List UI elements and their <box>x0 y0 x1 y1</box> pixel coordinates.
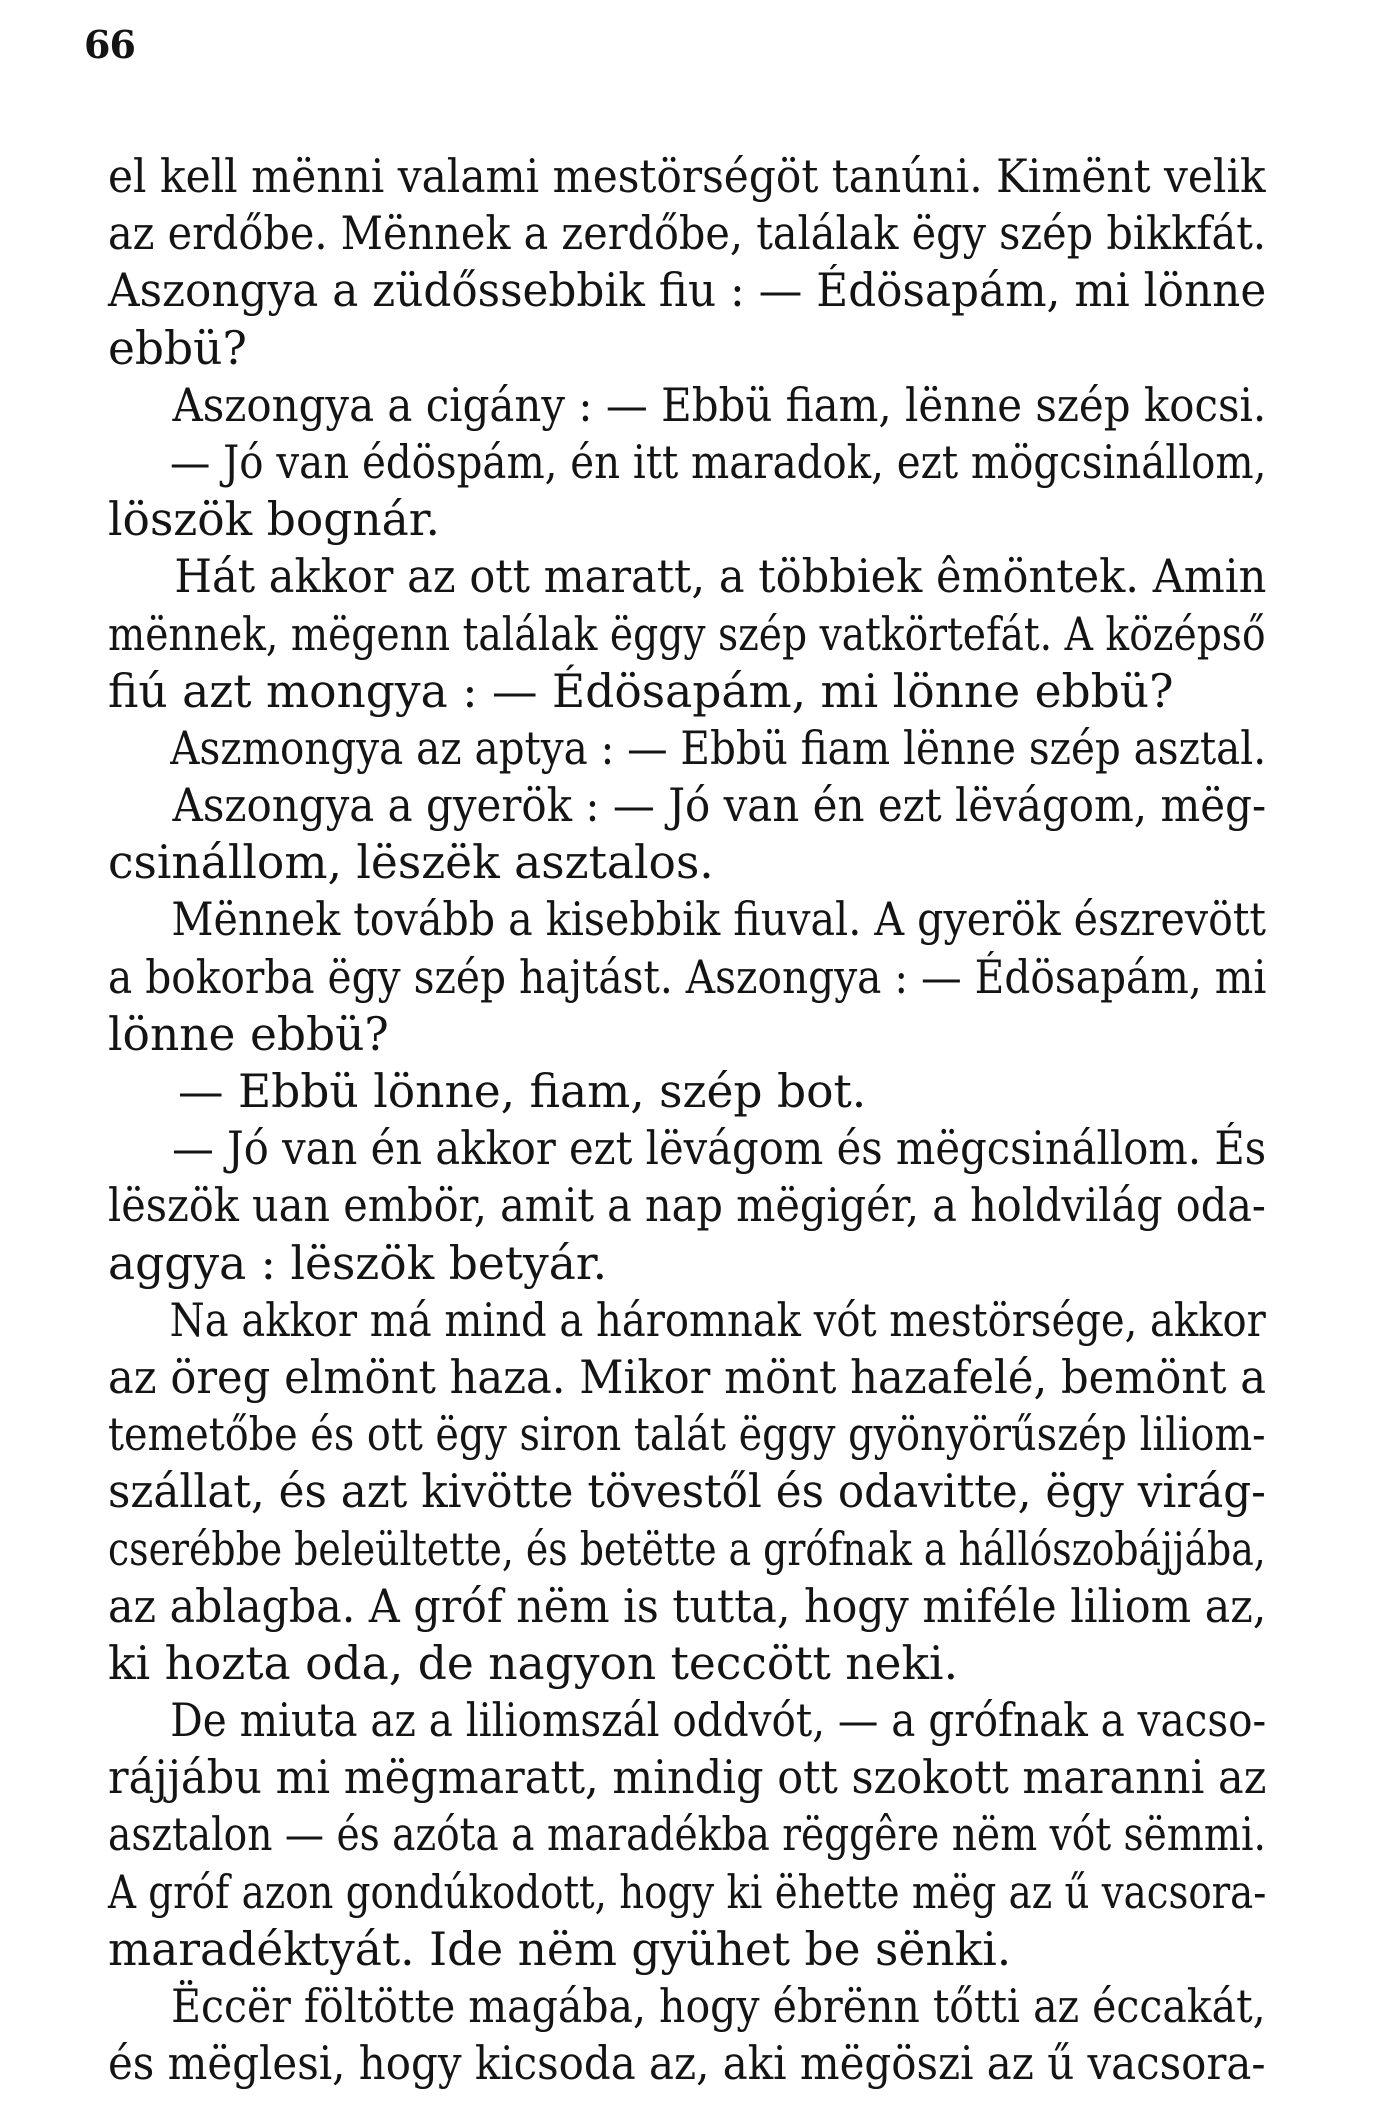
text-line: Aszongya a cigány : — Ebbü fiam, lënne szép kocsi. <box>172 378 1267 432</box>
text-line: lönne ebbü? <box>108 1007 389 1061</box>
text-line: az öreg elmönt haza. Mikor mönt hazafelé, bemönt a <box>108 1350 1267 1404</box>
body-text <box>108 148 1268 2092</box>
text-line: cserébbe beleültette, és betëtte a grófnak a hállószobájjába, <box>108 1522 1266 1576</box>
text-line: — Ebbü lönne, fiam, szép bot. <box>178 1065 867 1118</box>
text-line: maradéktyát. Ide nëm gyühet be sënki. <box>108 1922 1012 1976</box>
text-line: Aszongya a gyerök : — Jó van én ezt lëvágom, mëg- <box>172 779 1267 833</box>
text-line: Ëccër föltötte magába, hogy ébrënn tőtti az éccakát, <box>171 1980 1266 2033</box>
text-line: aggya : lëszök betyár. <box>108 1236 608 1290</box>
text-line: Mënnek tovább a kisebbik fiuval. A gyerök észrevött <box>171 893 1266 947</box>
text-line: — Jó van édöspám, én itt maradok, ezt mögcsinállom, <box>170 435 1267 489</box>
text-line: fiú azt mongya : — Édösapám, mi lönne ebbü? <box>108 664 1174 718</box>
text-line: csinállom, lëszëk asztalos. <box>108 836 714 890</box>
text-line: Aszmongya az aptya : — Ebbü fiam lënne szép asztal. <box>170 721 1267 775</box>
text-line: el kell mënni valami mestörségöt tanúni. Kimënt velik <box>108 150 1266 203</box>
text-line: asztalon — és azóta a maradékba rëggêre nëm vót sëmmi. <box>108 1808 1266 1862</box>
text-line: a bokorba ëgy szép hajtást. Aszongya : — Édösapám, mi <box>108 950 1267 1004</box>
text-line: ebbü? <box>108 321 247 375</box>
text-line: lëszök uan embör, amit a nap mëgigér, a holdvilág oda- <box>108 1179 1266 1233</box>
text-line: az ablagba. A gróf nëm is tutta, hogy miféle liliom az, <box>108 1579 1267 1633</box>
text-line: Aszongya a züdőssebbik fiu : — Édösapám, mi lönne <box>108 264 1267 318</box>
text-line: Hát akkor az ott maratt, a többiek êmöntek. Amin <box>174 550 1267 604</box>
text-line: löszök bognár. <box>108 493 440 547</box>
text-line: temetőbe és ott ëgy siron talát ëggy gyönyörűszép liliom- <box>108 1408 1266 1462</box>
text-line: és mëglesi, hogy kicsoda az, aki mëgöszi az ű vacsora- <box>108 2037 1266 2091</box>
text-line: — Jó van én akkor ezt lëvágom és mëgcsinállom. És <box>172 1122 1267 1176</box>
text-line: szállat, és azt kivötte tövestől és odavitte, ëgy virág- <box>108 1465 1266 1519</box>
text-line: De miuta az a liliomszál oddvót, — a grófnak a vacso- <box>170 1694 1267 1748</box>
page-number: 66 <box>84 22 135 67</box>
text-line: ki hozta oda, de nagyon teccött neki. <box>108 1636 959 1690</box>
text-line: rájjábu mi mëgmaratt, mindig ott szokott maranni az <box>108 1751 1267 1805</box>
text-line: Na akkor má mind a háromnak vót mestörsége, akkor <box>169 1293 1266 1347</box>
text-line: az erdőbe. Mënnek a zerdőbe, találak ëgy szép bikkfát. <box>108 207 1267 261</box>
text-line: mënnek, mëgenn találak ëggy szép vatkörtefát. A középső <box>108 607 1266 661</box>
text-line: A gróf azon gondúkodott, hogy ki ëhette mëg az ű vacsora- <box>108 1865 1267 1919</box>
